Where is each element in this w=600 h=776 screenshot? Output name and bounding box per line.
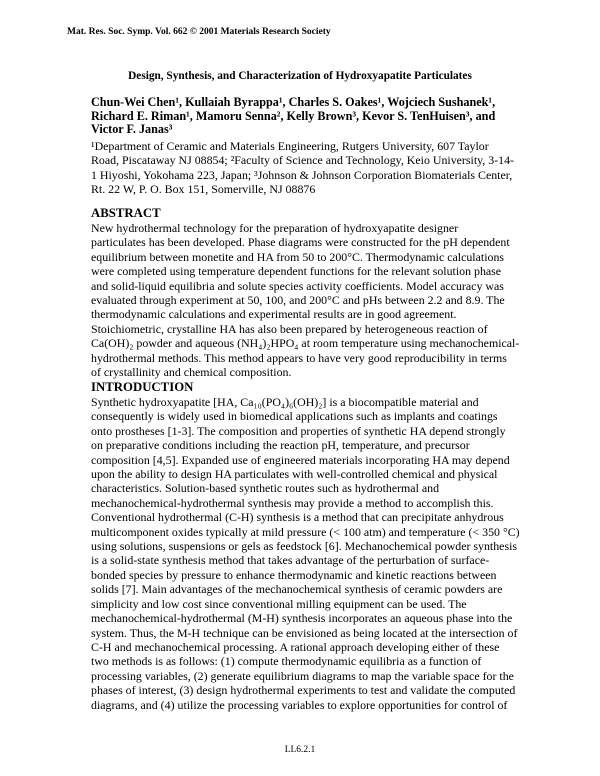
page-number: LL6.2.1 (284, 745, 316, 755)
intro-line: simplicity and low cost since conventional milling equipment can be used. The (91, 596, 467, 611)
intro-line: on preparative conditions including the reaction pH, temperature, and precursor (91, 438, 470, 453)
intro-line: Conventional hydrothermal (C-H) synthesis is a method that can precipitate anhydrous (91, 510, 504, 525)
author-list (91, 96, 531, 137)
abstract-line: Stoichiometric, crystalline HA has also been prepared by heterogeneous reaction of (91, 321, 488, 336)
abstract-line: Ca(OH)₂ powder and aqueous (NH₄)₂HPO₄ at room temperature using mechanochemical- (91, 336, 520, 351)
intro-line: onto prostheses [1-3]. The composition and properties of synthetic HA depend strongly (91, 423, 506, 438)
abstract-line: equilibrium between monetite and HA from 50 to 200°C. Thermodynamic calculations (91, 249, 505, 264)
paper-title: Design, Synthesis, and Characterization of Hydroxyapatite Particulates (128, 70, 472, 82)
author-line: Chun-Wei Chen¹, Kullaiah Byrappa¹, Charles S. Oakes¹, Wojciech Sushanek¹, (91, 95, 496, 109)
abstract-line: evaluated through experiment at 50, 100, and 200°C and pHs between 2.2 and 8.9. The (91, 293, 505, 308)
intro-line: system. Thus, the M-H technique can be envisioned as being located at the intersection of (91, 625, 518, 640)
intro-line: Synthetic hydroxyapatite [HA, Ca₁₀(PO₄)₆(OH)₂] is a biocompatible material and (91, 395, 479, 409)
intro-line: bonded species by pressure to enhance thermodynamic and kinetic reactions between (91, 567, 497, 582)
intro-line: using solutions, suspensions or gels as feedstock [6]. Mechanochemical powder synthesis (91, 539, 518, 554)
affiliation-line: Rt. 22 W, P. O. Box 151, Somerville, NJ 08876 (91, 182, 316, 197)
intro-line: multicomponent oxides typically at mild pressure (< 100 atm) and temperature (< 350 °C) (91, 524, 520, 539)
author-line: Richard E. Riman¹, Mamoru Senna², Kelly Brown³, Kevor S. TenHuisen³, and (91, 108, 496, 123)
abstract-line: hydrothermal methods. This method appears to have very good reproducibility in terms (91, 350, 507, 365)
abstract-line: particulates has been developed. Phase diagrams were constructed for the pH dependent (91, 235, 510, 250)
intro-line: processing variables, (2) generate equilibrium diagrams to map the variable space for the (91, 668, 514, 683)
intro-line: two methods is as follows: (1) compute thermodynamic equilibria as a function of (91, 654, 482, 669)
abstract-body (91, 221, 531, 379)
intro-line: composition [4,5]. Expanded use of engineered materials incorporating HA may depend (91, 452, 510, 467)
introduction-heading: INTRODUCTION (91, 380, 194, 394)
intro-line: phases of interest, (3) design hydrothermal experiments to test and validate the computed (91, 683, 516, 698)
abstract-line: New hydrothermal technology for the preparation of hydroxyapatite designer (91, 221, 459, 235)
intro-line: consequently is widely used in biomedical applications such as implants and coatings (91, 409, 498, 424)
abstract-line: and solid-liquid equilibria and solute species activity coefficients. Model accuracy was (91, 278, 504, 293)
intro-line: diagrams, and (4) utilize the processing variables to explore opportunities for control of (91, 697, 508, 712)
intro-line: solids [7]. Main advantages of the mechanochemical synthesis of ceramic powders are (91, 582, 503, 597)
intro-line: mechanochemical-hydrothermal synthesis may provide a method to accomplish this. (91, 495, 494, 510)
abstract-line: of crystallinity and chemical composition. (91, 365, 292, 380)
intro-line: is a solid-state synthesis method that takes advantage of the perturbation of surface- (91, 553, 490, 568)
intro-line: C-H and mechanochemical processing. A rational approach developing either of these (91, 639, 500, 654)
intro-line: mechanochemical-hydrothermal (M-H) synthesis incorporates an aqueous phase into the (91, 611, 513, 626)
intro-line: upon the ability to design HA particulates with well-controlled chemical and physical (91, 467, 498, 482)
affiliations (91, 139, 531, 197)
author-line: Victor F. Janas³ (91, 122, 173, 137)
intro-line: characteristics. Solution-based synthetic routes such as hydrothermal and (91, 481, 440, 496)
affiliation-line: 1 Hiyoshi, Yokohama 223, Japan; ³Johnson & Johnson Corporation Biomaterials Center, (91, 167, 513, 182)
abstract-line: thermodynamic calculations and experimental results are in good agreement. (91, 307, 457, 322)
journal-header: Mat. Res. Soc. Symp. Vol. 662 © 2001 Materials Research Society (67, 27, 331, 37)
introduction-body (91, 395, 531, 712)
abstract-line: were completed using temperature dependent functions for the relevant solution phase (91, 264, 502, 279)
abstract-heading: ABSTRACT (91, 206, 161, 220)
affiliation-line: ¹Department of Ceramic and Materials Engineering, Rutgers University, 607 Taylor (91, 139, 489, 153)
affiliation-line: Road, Piscataway NJ 08854; ²Faculty of Science and Technology, Keio University, 3-14- (91, 153, 514, 168)
